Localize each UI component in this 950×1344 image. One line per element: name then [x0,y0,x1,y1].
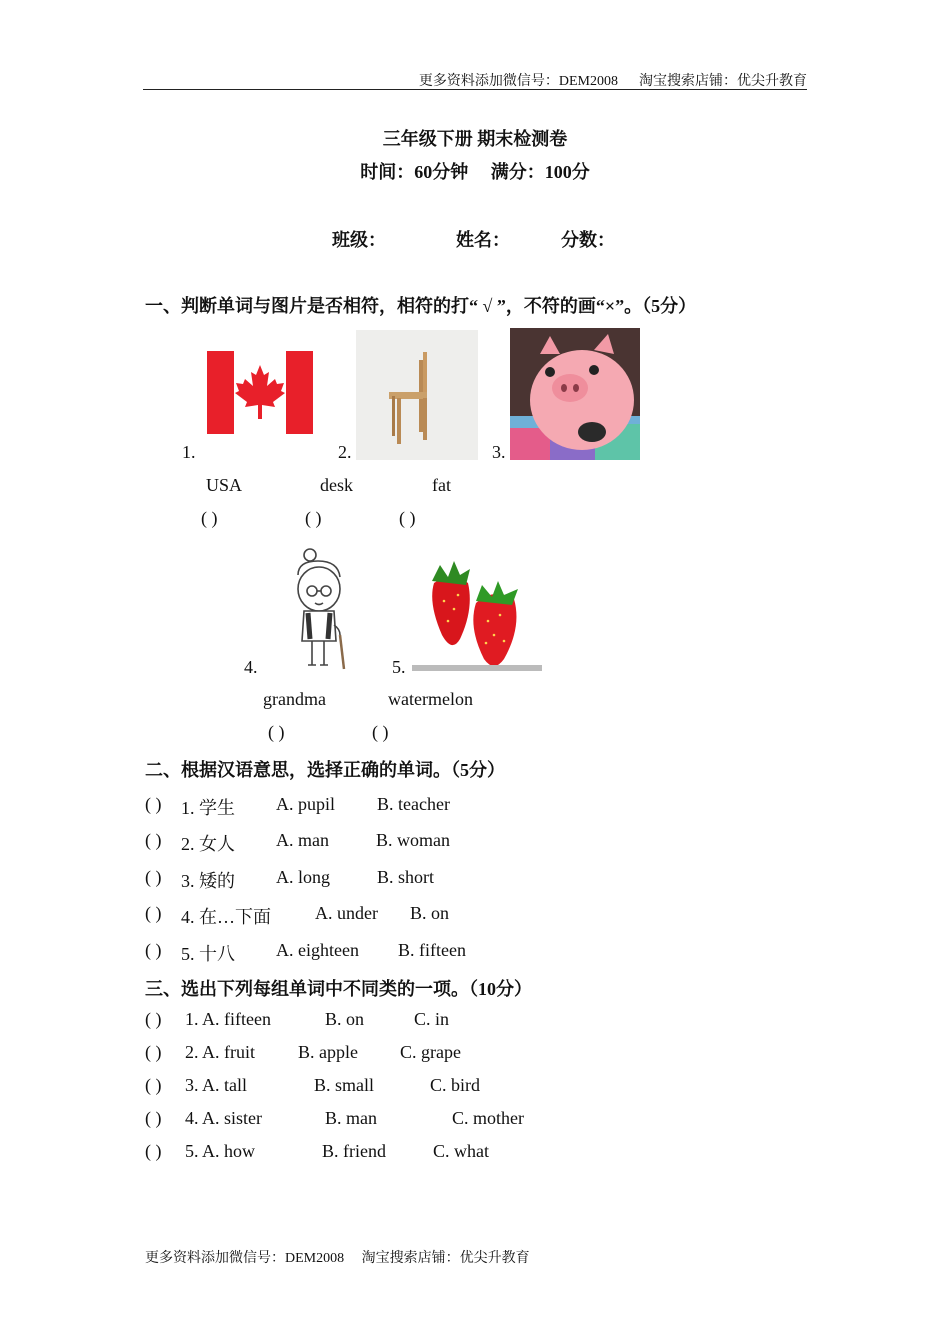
s3-item3-answer-box[interactable]: ( ) [145,1075,162,1095]
s1-item2-number: 2. [338,442,352,462]
pig-cartoon-icon [510,328,640,460]
s2-item1-option-b: B. teacher [377,794,450,814]
s1-item5-answer-box[interactable]: ( ) [372,722,389,742]
s1-item2-answer-box[interactable]: ( ) [305,508,322,528]
s3-item1-text: 1. A. fifteen [185,1009,271,1029]
s2-item2-option-a: A. man [276,830,329,850]
s1-item3-number: 3. [492,442,506,462]
page-header [145,70,807,90]
s2-item3-option-a: A. long [276,867,330,887]
s2-item3-answer-box[interactable]: ( ) [145,867,162,887]
s3-item2-option-b: B. apple [298,1042,358,1062]
page-footer [145,1247,530,1267]
score-label: 分数： [561,230,615,250]
s3-item4-answer-box[interactable]: ( ) [145,1108,162,1128]
s2-item1-text: 1. 学生 [181,798,235,818]
s3-item5-option-c: C. what [433,1141,489,1161]
s2-item2-answer-box[interactable]: ( ) [145,830,162,850]
section1-heading: 一、判断单词与图片是否相符，相符的打“ √ ”，不符的画“×”。（5分） [145,296,697,316]
s3-item1-answer-box[interactable]: ( ) [145,1009,162,1029]
footer-shop: 淘宝搜索店铺：优尖升教育 [361,1251,530,1266]
page-title: 三年级下册 期末检测卷 [382,129,568,149]
s2-item2-option-b: B. woman [376,830,450,850]
s2-item5-option-a: A. eighteen [276,940,359,960]
s1-item1-number: 1. [182,442,196,462]
s2-item4-option-a: A. under [315,903,378,923]
s3-item4-option-c: C. mother [452,1108,524,1128]
s3-item2-answer-box[interactable]: ( ) [145,1042,162,1062]
s2-item5-answer-box[interactable]: ( ) [145,940,162,960]
s3-item3-option-b: B. small [314,1075,375,1095]
header-wechat: 更多资料添加微信号：DEM2008 [418,74,618,89]
s1-item1-answer-box[interactable]: ( ) [201,508,218,528]
time-limit: 时间：60分钟 [360,162,469,182]
grandma-icon [288,545,354,671]
chair-icon [356,330,478,460]
s3-item4-text: 4. A. sister [185,1108,263,1128]
s3-item1-option-b: B. on [325,1009,365,1029]
s2-item3-text: 3. 矮的 [181,871,235,891]
s3-item5-answer-box[interactable]: ( ) [145,1141,162,1161]
s3-item5-text: 5. A. how [185,1141,256,1161]
s3-item5-option-b: B. friend [322,1141,386,1161]
s1-item2-word: desk [320,475,353,495]
s2-item1-option-a: A. pupil [276,794,336,814]
s1-item1-word: USA [206,475,243,495]
s3-item4-option-b: B. man [325,1108,377,1128]
s1-item4-answer-box[interactable]: ( ) [268,722,285,742]
s1-item4-number: 4. [244,657,258,677]
name-label: 姓名： [456,230,510,250]
header-shop: 淘宝搜索店铺：优尖升教育 [639,74,807,89]
page-subtitle [0,158,950,184]
s3-item2-text: 2. A. fruit [185,1042,255,1062]
s3-item1-option-c: C. in [414,1009,450,1029]
full-score: 满分：100分 [490,162,590,182]
strawberry-icon [408,543,546,673]
s1-item3-word: fat [432,475,451,495]
footer-wechat: 更多资料添加微信号：DEM2008 [145,1251,345,1266]
s2-item5-option-b: B. fifteen [398,940,466,960]
class-label: 班级： [332,230,386,250]
s2-item4-option-b: B. on [410,903,450,923]
s2-item4-text: 4. 在…下面 [181,907,271,927]
section2-heading: 二、根据汉语意思，选择正确的单词。（5分） [145,760,505,780]
s3-item2-option-c: C. grape [400,1042,461,1062]
s1-item4-word: grandma [263,689,326,709]
s3-item3-text: 3. A. tall [185,1075,247,1095]
s1-item5-word: watermelon [388,689,473,709]
s2-item2-text: 2. 女人 [181,834,235,854]
s2-item3-option-b: B. short [377,867,435,887]
canada-flag-icon [207,351,313,434]
header-divider [143,89,807,90]
s3-item3-option-c: C. bird [430,1075,481,1095]
s1-item3-answer-box[interactable]: ( ) [399,508,416,528]
s2-item1-answer-box[interactable]: ( ) [145,794,162,814]
section3-heading: 三、选出下列每组单词中不同类的一项。（10分） [145,979,532,999]
s2-item4-answer-box[interactable]: ( ) [145,903,162,923]
s2-item5-text: 5. 十八 [181,944,235,964]
s1-item5-number: 5. [392,657,406,677]
